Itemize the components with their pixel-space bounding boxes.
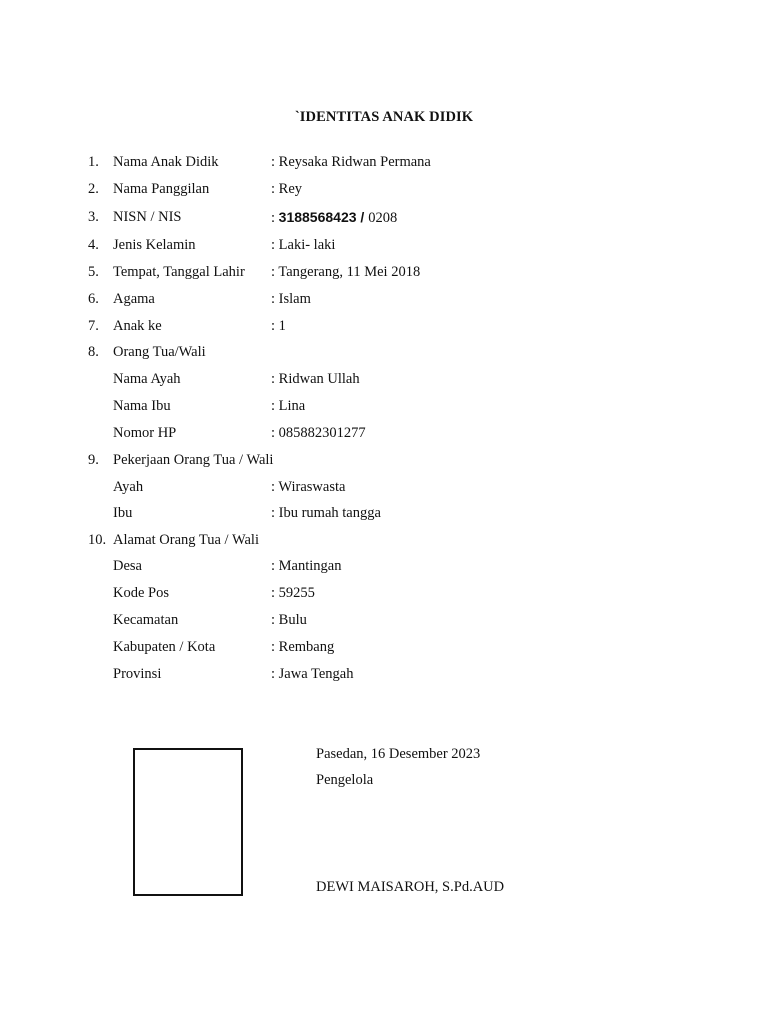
item-label: Ayah (113, 479, 144, 495)
item-value: : Ibu rumah tangga (271, 505, 381, 521)
value-colon: : (271, 210, 279, 226)
item-label: Jenis Kelamin (113, 237, 196, 253)
signature-role: Pengelola (316, 772, 374, 788)
item-value: : Islam (271, 291, 311, 307)
item-number: 9. (88, 452, 99, 468)
item-label: Nama Ayah (113, 371, 181, 387)
item-value: : Rembang (271, 639, 335, 655)
item-label: Nomor HP (113, 425, 177, 441)
photo-placeholder-box (133, 748, 243, 896)
item-label: Kecamatan (113, 612, 179, 628)
item-number: 2. (88, 181, 99, 197)
nisn-number: 3188568423 / (278, 209, 369, 225)
item-label: Agama (113, 291, 155, 307)
item-number: 1. (88, 154, 99, 170)
item-label: Orang Tua/Wali (113, 344, 206, 360)
item-label: Nama Ibu (113, 398, 171, 414)
item-value: : 59255 (271, 585, 315, 601)
item-value: : Lina (271, 398, 306, 414)
item-label: Nama Anak Didik (113, 154, 219, 170)
item-number: 10. (88, 532, 107, 548)
item-value: : Bulu (271, 612, 307, 628)
item-label: Ibu (113, 505, 133, 521)
item-label: Anak ke (113, 318, 162, 334)
item-label: Pekerjaan Orang Tua / Wali (113, 452, 274, 468)
item-value: : Laki- laki (271, 237, 336, 253)
document-title: `IDENTITAS ANAK DIDIK (294, 109, 474, 125)
item-number: 8. (88, 344, 99, 360)
nis-number: 0208 (368, 210, 398, 226)
item-number: 6. (88, 291, 99, 307)
item-label: Nama Panggilan (113, 181, 210, 197)
item-label: Provinsi (113, 666, 162, 682)
signature-name: DEWI MAISAROH, S.Pd.AUD (316, 879, 505, 895)
item-label: Desa (113, 558, 142, 574)
item-value: : 1 (271, 318, 286, 334)
signature-place-date: Pasedan, 16 Desember 2023 (316, 746, 481, 762)
item-label: NISN / NIS (113, 209, 182, 225)
item-value: : 085882301277 (271, 425, 366, 441)
item-value: : Rey (271, 181, 303, 197)
item-label: Kabupaten / Kota (113, 639, 216, 655)
item-value (271, 207, 397, 228)
item-value: : Wiraswasta (271, 479, 346, 495)
item-number: 5. (88, 264, 99, 280)
item-value: : Tangerang, 11 Mei 2018 (271, 264, 421, 280)
item-value: : Jawa Tengah (271, 666, 354, 682)
item-number: 7. (88, 318, 99, 334)
item-number: 3. (88, 209, 99, 225)
item-value: : Mantingan (271, 558, 342, 574)
item-label: Tempat, Tanggal Lahir (113, 264, 245, 280)
item-value: : Reysaka Ridwan Permana (271, 154, 431, 170)
item-label: Alamat Orang Tua / Wali (113, 532, 259, 548)
item-value: : Ridwan Ullah (271, 371, 360, 387)
item-label: Kode Pos (113, 585, 169, 601)
item-number: 4. (88, 237, 99, 253)
